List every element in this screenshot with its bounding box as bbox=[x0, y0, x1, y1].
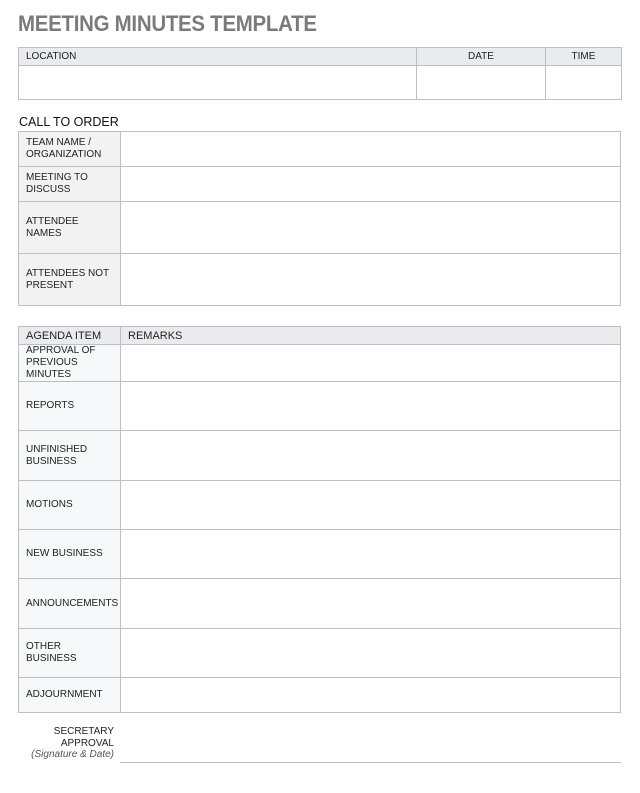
agenda-label-adjournment: ADJOURNMENT bbox=[19, 678, 121, 713]
agenda-label-announcements: ANNOUNCEMENTS bbox=[19, 579, 121, 629]
agenda-remarks-adjournment[interactable] bbox=[121, 678, 621, 713]
signature-line[interactable] bbox=[120, 762, 621, 763]
agenda-label-unfinished-business: UNFINISHED BUSINESS bbox=[19, 431, 121, 481]
agenda-remarks-other-business[interactable] bbox=[121, 629, 621, 678]
location-field[interactable] bbox=[19, 66, 417, 100]
date-field[interactable] bbox=[417, 66, 546, 100]
attendee-names-field[interactable] bbox=[121, 202, 621, 254]
attendees-not-present-label: ATTENDEES NOT PRESENT bbox=[19, 254, 121, 306]
agenda-label-new-business: NEW BUSINESS bbox=[19, 530, 121, 579]
agenda-table bbox=[18, 326, 621, 713]
agenda-label-approval: APPROVAL OF PREVIOUS MINUTES bbox=[19, 345, 121, 382]
time-header: TIME bbox=[546, 48, 622, 66]
agenda-remarks-unfinished-business[interactable] bbox=[121, 431, 621, 481]
agenda-label-other-business: OTHER BUSINESS bbox=[19, 629, 121, 678]
agenda-label-reports: REPORTS bbox=[19, 382, 121, 431]
meeting-info-table bbox=[18, 47, 622, 100]
agenda-remarks-reports[interactable] bbox=[121, 382, 621, 431]
secretary-approval-label: SECRETARY APPROVAL (Signature & Date) bbox=[18, 726, 114, 761]
date-header: DATE bbox=[417, 48, 546, 66]
agenda-remarks-motions[interactable] bbox=[121, 481, 621, 530]
agenda-remarks-approval[interactable] bbox=[121, 345, 621, 382]
signature-hint: (Signature & Date) bbox=[31, 749, 114, 760]
attendees-not-present-field[interactable] bbox=[121, 254, 621, 306]
team-name-label: TEAM NAME / ORGANIZATION bbox=[19, 132, 121, 167]
attendee-names-label: ATTENDEE NAMES bbox=[19, 202, 121, 254]
meeting-to-discuss-field[interactable] bbox=[121, 167, 621, 202]
agenda-remarks-announcements[interactable] bbox=[121, 579, 621, 629]
agenda-label-motions: MOTIONS bbox=[19, 481, 121, 530]
agenda-item-header: AGENDA ITEM bbox=[19, 327, 121, 345]
remarks-header: REMARKS bbox=[121, 327, 621, 345]
call-to-order-heading: CALL TO ORDER bbox=[19, 115, 119, 129]
location-header: LOCATION bbox=[19, 48, 417, 66]
agenda-remarks-new-business[interactable] bbox=[121, 530, 621, 579]
call-to-order-table bbox=[18, 131, 621, 306]
meeting-to-discuss-label: MEETING TO DISCUSS bbox=[19, 167, 121, 202]
page-title: MEETING MINUTES TEMPLATE bbox=[18, 11, 317, 36]
team-name-field[interactable] bbox=[121, 132, 621, 167]
time-field[interactable] bbox=[546, 66, 622, 100]
